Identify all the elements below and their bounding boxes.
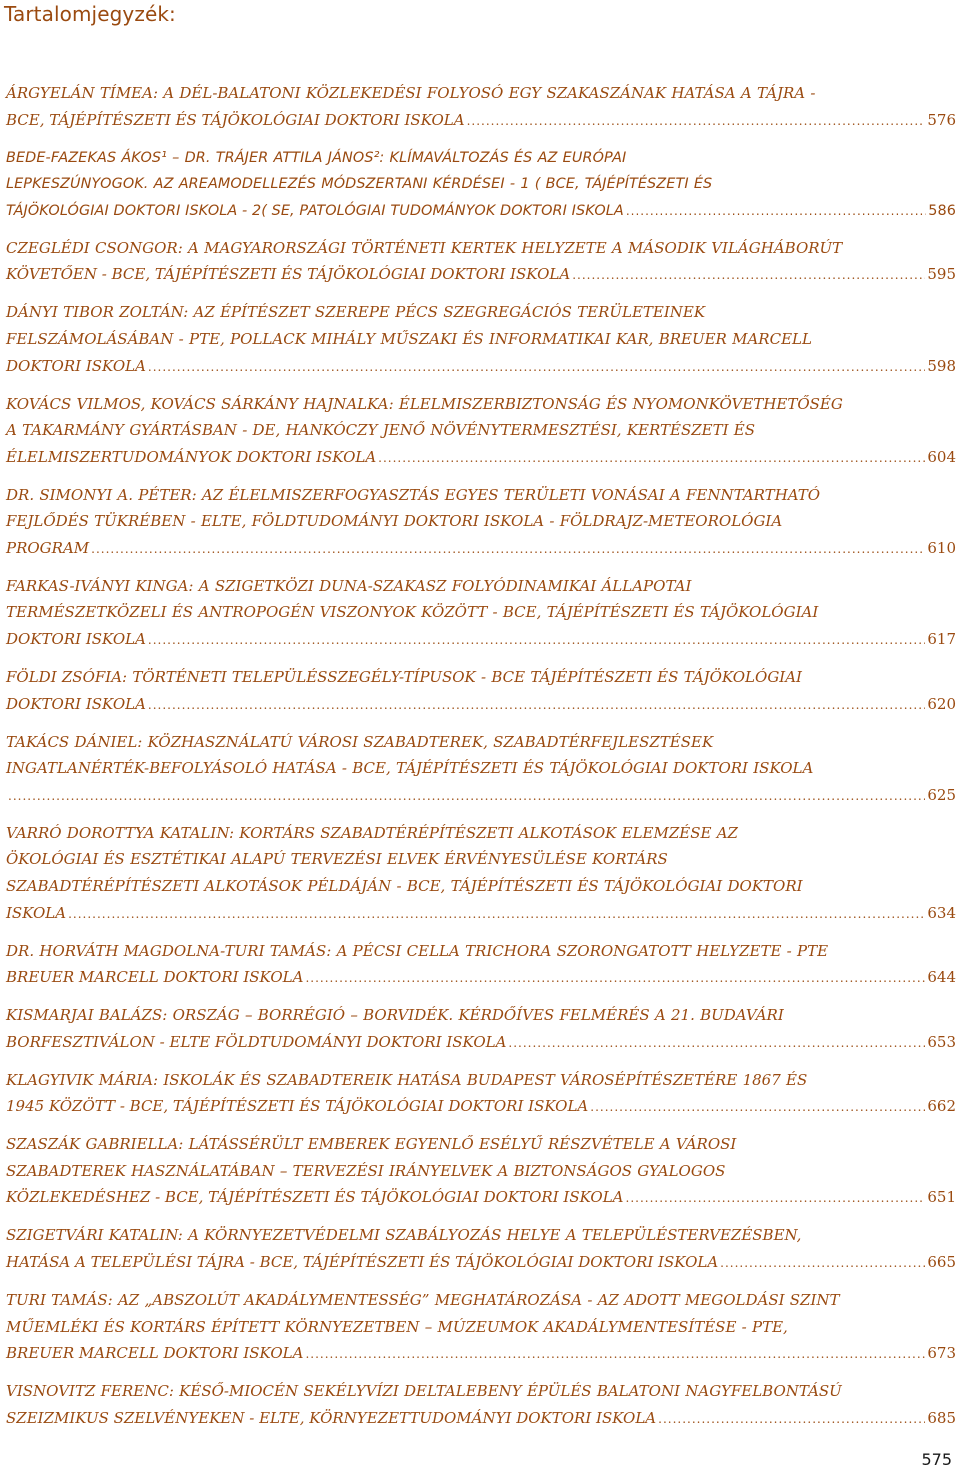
dot-leader	[378, 445, 925, 472]
toc-entry-line: DR. SIMONYI A. PÉTER: AZ ÉLELMISZERFOGYASZTÁS EGYES TERÜLETI VONÁSAI A FENNTARTHATÓ	[6, 485, 821, 504]
toc-entry-line: TAKÁCS DÁNIEL: KÖZHASZNÁLATÚ VÁROSI SZABADTEREK, SZABADTÉRFEJLESZTÉSEK	[6, 732, 714, 751]
toc-entry[interactable]	[6, 299, 956, 380]
toc-entry[interactable]	[6, 1067, 956, 1121]
toc-entry-line: ÉLELMISZERTUDOMÁNYOK DOKTORI ISKOLA	[6, 447, 377, 466]
toc-entry-last-line	[6, 107, 956, 135]
toc-entry-line: SZABADTÉRÉPÍTÉSZETI ALKOTÁSOK PÉLDÁJÁN - BCE, TÁJÉPÍTÉSZETI ÉS TÁJÖKOLÓGIAI DOKTORI	[6, 876, 803, 895]
toc-page-number[interactable]: 673	[927, 1344, 956, 1363]
toc-entry-line: SZABADTEREK HASZNÁLATÁBAN – TERVEZÉSI IRÁNYELVEK A BIZTONSÁGOS GYALOGOS	[6, 1161, 726, 1180]
toc-page-number[interactable]: 651	[927, 1188, 956, 1207]
toc-entry-line: KOVÁCS VILMOS, KOVÁCS SÁRKÁNY HAJNALKA: ÉLELMISZERBIZTONSÁG ÉS NYOMONKÖVETHETŐSÉG	[6, 394, 843, 413]
toc-entry-last-line	[6, 964, 956, 992]
toc-entry-line: 1945 KÖZÖTT - BCE, TÁJÉPÍTÉSZETI ÉS TÁJÖKOLÓGIAI DOKTORI ISKOLA	[6, 1097, 589, 1116]
toc-page-number[interactable]: 634	[927, 903, 956, 922]
dot-leader	[91, 536, 925, 563]
toc-entry-last-line	[6, 782, 956, 810]
toc-entry[interactable]	[6, 1131, 956, 1212]
toc-entry-line: DÁNYI TIBOR ZOLTÁN: AZ ÉPÍTÉSZET SZEREPE PÉCS SZEGREGÁCIÓS TERÜLETEINEK	[6, 303, 706, 322]
toc-entry-line: PROGRAM	[6, 538, 90, 557]
toc-entry-line: ÁRGYELÁN TÍMEA: A DÉL-BALATONI KÖZLEKEDÉSI FOLYOSÓ EGY SZAKASZÁNAK HATÁSA A TÁJRA -	[6, 84, 816, 102]
toc-entry-line: DOKTORI ISKOLA	[6, 356, 146, 375]
toc-entry-last-line	[6, 1405, 956, 1433]
dot-leader	[626, 1185, 926, 1212]
toc-entry[interactable]	[6, 938, 956, 992]
toc-entry-last-line	[6, 626, 956, 654]
toc-entry-last-line	[6, 444, 956, 472]
toc-entry[interactable]	[6, 820, 956, 927]
dot-leader	[68, 901, 925, 928]
toc-entry-last-line	[6, 900, 956, 928]
toc-list	[6, 80, 956, 1432]
toc-entry-last-line	[6, 1093, 956, 1121]
toc-page-number[interactable]: 625	[927, 785, 956, 804]
dot-leader	[305, 965, 925, 992]
toc-entry-last-line	[6, 353, 956, 381]
toc-page-number[interactable]: 644	[927, 968, 956, 987]
toc-entry[interactable]	[6, 1222, 956, 1276]
dot-leader	[305, 1341, 925, 1368]
dot-leader	[148, 627, 925, 654]
toc-entry-line: SZIGETVÁRI KATALIN: A KÖRNYEZETVÉDELMI SZABÁLYOZÁS HELYE A TELEPÜLÉSTERVEZÉSBEN,	[6, 1226, 802, 1245]
toc-entry-line: A TAKARMÁNY GYÁRTÁSBAN - DE, HANKÓCZY JENŐ NÖVÉNYTERMESZTÉSI, KERTÉSZETI ÉS	[6, 421, 756, 440]
toc-entry[interactable]	[6, 235, 956, 289]
toc-entry-line: TURI TAMÁS: AZ „ABSZOLÚT AKADÁLYMENTESSÉG” MEGHATÁROZÁSA - AZ ADOTT MEGOLDÁSI SZINT	[6, 1291, 840, 1310]
toc-entry-line: FEJLŐDÉS TÜKRÉBEN - ELTE, FÖLDTUDOMÁNYI DOKTORI ISKOLA - FÖLDRAJZ-METEOROLÓGIA	[6, 512, 783, 531]
toc-entry[interactable]	[6, 391, 956, 472]
toc-entry-last-line	[6, 261, 956, 289]
toc-entry-line: CZEGLÉDI CSONGOR: A MAGYARORSZÁGI TÖRTÉNETI KERTEK HELYZETE A MÁSODIK VILÁGHÁBORÚT	[6, 238, 843, 257]
dot-leader	[467, 108, 926, 135]
toc-page-number[interactable]: 595	[927, 265, 956, 284]
toc-page-number[interactable]: 617	[927, 630, 956, 649]
toc-entry[interactable]	[6, 573, 956, 654]
dot-leader	[148, 354, 925, 381]
toc-entry-line: BORFESZTIVÁLON - ELTE FÖLDTUDOMÁNYI DOKTORI ISKOLA	[6, 1032, 507, 1051]
dot-leader	[148, 692, 925, 719]
toc-page-number[interactable]: 604	[927, 447, 956, 466]
toc-entry[interactable]	[6, 1287, 956, 1368]
toc-page-number[interactable]: 598	[927, 356, 956, 375]
toc-entry-line: BEDE-FAZEKAS ÁKOS¹ – DR. TRÁJER ATTILA JÁNOS²: KLÍMAVÁLTOZÁS ÉS AZ EURÓPAI	[6, 149, 627, 166]
toc-entry-last-line	[6, 1249, 956, 1277]
toc-entry-last-line	[6, 535, 956, 563]
toc-entry[interactable]	[6, 664, 956, 718]
toc-entry-line: KLAGYIVIK MÁRIA: ISKOLÁK ÉS SZABADTEREIK HATÁSA BUDAPEST VÁROSÉPÍTÉSZETÉRE 1867 ÉS	[6, 1070, 808, 1089]
toc-entry-line: DOKTORI ISKOLA	[6, 694, 146, 713]
toc-entry-line: FARKAS-IVÁNYI KINGA: A SZIGETKÖZI DUNA-SZAKASZ FOLYÓDINAMIKAI ÁLLAPOTAI	[6, 576, 692, 595]
page-number: 575	[921, 1450, 952, 1469]
dot-leader	[508, 1030, 925, 1057]
dot-leader	[658, 1406, 925, 1433]
toc-entry-line: ISKOLA	[6, 903, 67, 922]
toc-entry-line: FELSZÁMOLÁSÁBAN - PTE, POLLACK MIHÁLY MŰSZAKI ÉS INFORMATIKAI KAR, BREUER MARCELL	[6, 329, 812, 348]
toc-entry-line: DR. HORVÁTH MAGDOLNA-TURI TAMÁS: A PÉCSI CELLA TRICHORA SZORONGATOTT HELYZETE - PTE	[6, 941, 829, 960]
toc-entry-last-line	[6, 1184, 956, 1212]
toc-page-number[interactable]: 665	[927, 1253, 956, 1272]
toc-entry-line: LEPKESZÚNYOGOK. AZ AREAMODELLEZÉS MÓDSZERTANI KÉRDÉSEI - 1 ( BCE, TÁJÉPÍTÉSZETI ÉS	[6, 176, 713, 193]
toc-entry-line: VISNOVITZ FERENC: KÉSŐ-MIOCÉN SEKÉLYVÍZI DELTALEBENY ÉPÜLÉS BALATONI NAGYFELBONTÁSÚ	[6, 1382, 842, 1401]
toc-entry[interactable]	[6, 145, 956, 225]
toc-page-number[interactable]: 576	[927, 110, 956, 129]
toc-entry[interactable]	[6, 80, 956, 134]
toc-entry-last-line	[6, 1029, 956, 1057]
toc-entry-line: BREUER MARCELL DOKTORI ISKOLA	[6, 968, 304, 987]
toc-entry-line: INGATLANÉRTÉK-BEFOLYÁSOLÓ HATÁSA - BCE, TÁJÉPÍTÉSZETI ÉS TÁJÖKOLÓGIAI DOKTORI ISKOLA	[6, 759, 814, 778]
toc-entry[interactable]	[6, 1378, 956, 1432]
toc-entry-last-line	[6, 198, 956, 225]
toc-page-number[interactable]: 610	[927, 538, 956, 557]
toc-entry-line: SZEIZMIKUS SZELVÉNYEKEN - ELTE, KÖRNYEZETTUDOMÁNYI DOKTORI ISKOLA	[6, 1408, 657, 1427]
toc-entry-line: FÖLDI ZSÓFIA: TÖRTÉNETI TELEPÜLÉSSZEGÉLY-TÍPUSOK - BCE TÁJÉPÍTÉSZETI ÉS TÁJÖKOLÓGIAI	[6, 668, 802, 687]
toc-entry-line: TERMÉSZETKÖZELI ÉS ANTROPOGÉN VISZONYOK KÖZÖTT - BCE, TÁJÉPÍTÉSZETI ÉS TÁJÖKOLÓGIAI	[6, 603, 819, 622]
dot-leader	[572, 262, 925, 289]
toc-entry-line: BCE, TÁJÉPÍTÉSZETI ÉS TÁJÖKOLÓGIAI DOKTORI ISKOLA	[6, 110, 465, 129]
toc-entry-last-line	[6, 691, 956, 719]
toc-entry-line: KÖVETŐEN - BCE, TÁJÉPÍTÉSZETI ÉS TÁJÖKOLÓGIAI DOKTORI ISKOLA	[6, 265, 571, 284]
toc-entry-line: HATÁSA A TELEPÜLÉSI TÁJRA - BCE, TÁJÉPÍTÉSZETI ÉS TÁJÖKOLÓGIAI DOKTORI ISKOLA	[6, 1253, 719, 1272]
toc-page-number[interactable]: 620	[927, 694, 956, 713]
toc-entry-line: ÖKOLÓGIAI ÉS ESZTÉTIKAI ALAPÚ TERVEZÉSI ELVEK ÉRVÉNYESÜLÉSE KORTÁRS	[6, 850, 668, 869]
toc-page-number[interactable]: 662	[927, 1097, 956, 1116]
toc-entry[interactable]	[6, 482, 956, 563]
dot-leader	[720, 1250, 925, 1277]
toc-entry-line: KISMARJAI BALÁZS: ORSZÁG – BORRÉGIÓ – BORVIDÉK. KÉRDŐÍVES FELMÉRÉS A 21. BUDAVÁRI	[6, 1006, 784, 1025]
toc-entry-line: VARRÓ DOROTTYA KATALIN: KORTÁRS SZABADTÉRÉPÍTÉSZETI ALKOTÁSOK ELEMZÉSE AZ	[6, 823, 738, 842]
toc-page-number[interactable]: 653	[927, 1032, 956, 1051]
toc-entry[interactable]	[6, 1002, 956, 1056]
dot-leader	[626, 198, 926, 225]
toc-entry-last-line	[6, 1340, 956, 1368]
toc-entry-line: TÁJÖKOLÓGIAI DOKTORI ISKOLA - 2( SE, PATOLÓGIAI TUDOMÁNYOK DOKTORI ISKOLA	[6, 202, 624, 219]
toc-page-number[interactable]: 586	[928, 202, 956, 219]
toc-entry-line: MŰEMLÉKI ÉS KORTÁRS ÉPÍTETT KÖRNYEZETBEN – MÚZEUMOK AKADÁLYMENTESÍTÉSE - PTE,	[6, 1317, 788, 1336]
dot-leader	[590, 1094, 925, 1121]
dot-leader	[8, 783, 925, 810]
toc-entry-line: KÖZLEKEDÉSHEZ - BCE, TÁJÉPÍTÉSZETI ÉS TÁJÖKOLÓGIAI DOKTORI ISKOLA	[6, 1188, 624, 1207]
toc-entry[interactable]	[6, 729, 956, 810]
toc-entry-line: SZASZÁK GABRIELLA: LÁTÁSSÉRÜLT EMBEREK EGYENLŐ ESÉLYŰ RÉSZVÉTELE A VÁROSI	[6, 1135, 737, 1154]
toc-entry-line: BREUER MARCELL DOKTORI ISKOLA	[6, 1344, 304, 1363]
toc-page-number[interactable]: 685	[927, 1408, 956, 1427]
toc-heading: Tartalomjegyzék:	[4, 2, 176, 26]
toc-entry-line: DOKTORI ISKOLA	[6, 630, 146, 649]
